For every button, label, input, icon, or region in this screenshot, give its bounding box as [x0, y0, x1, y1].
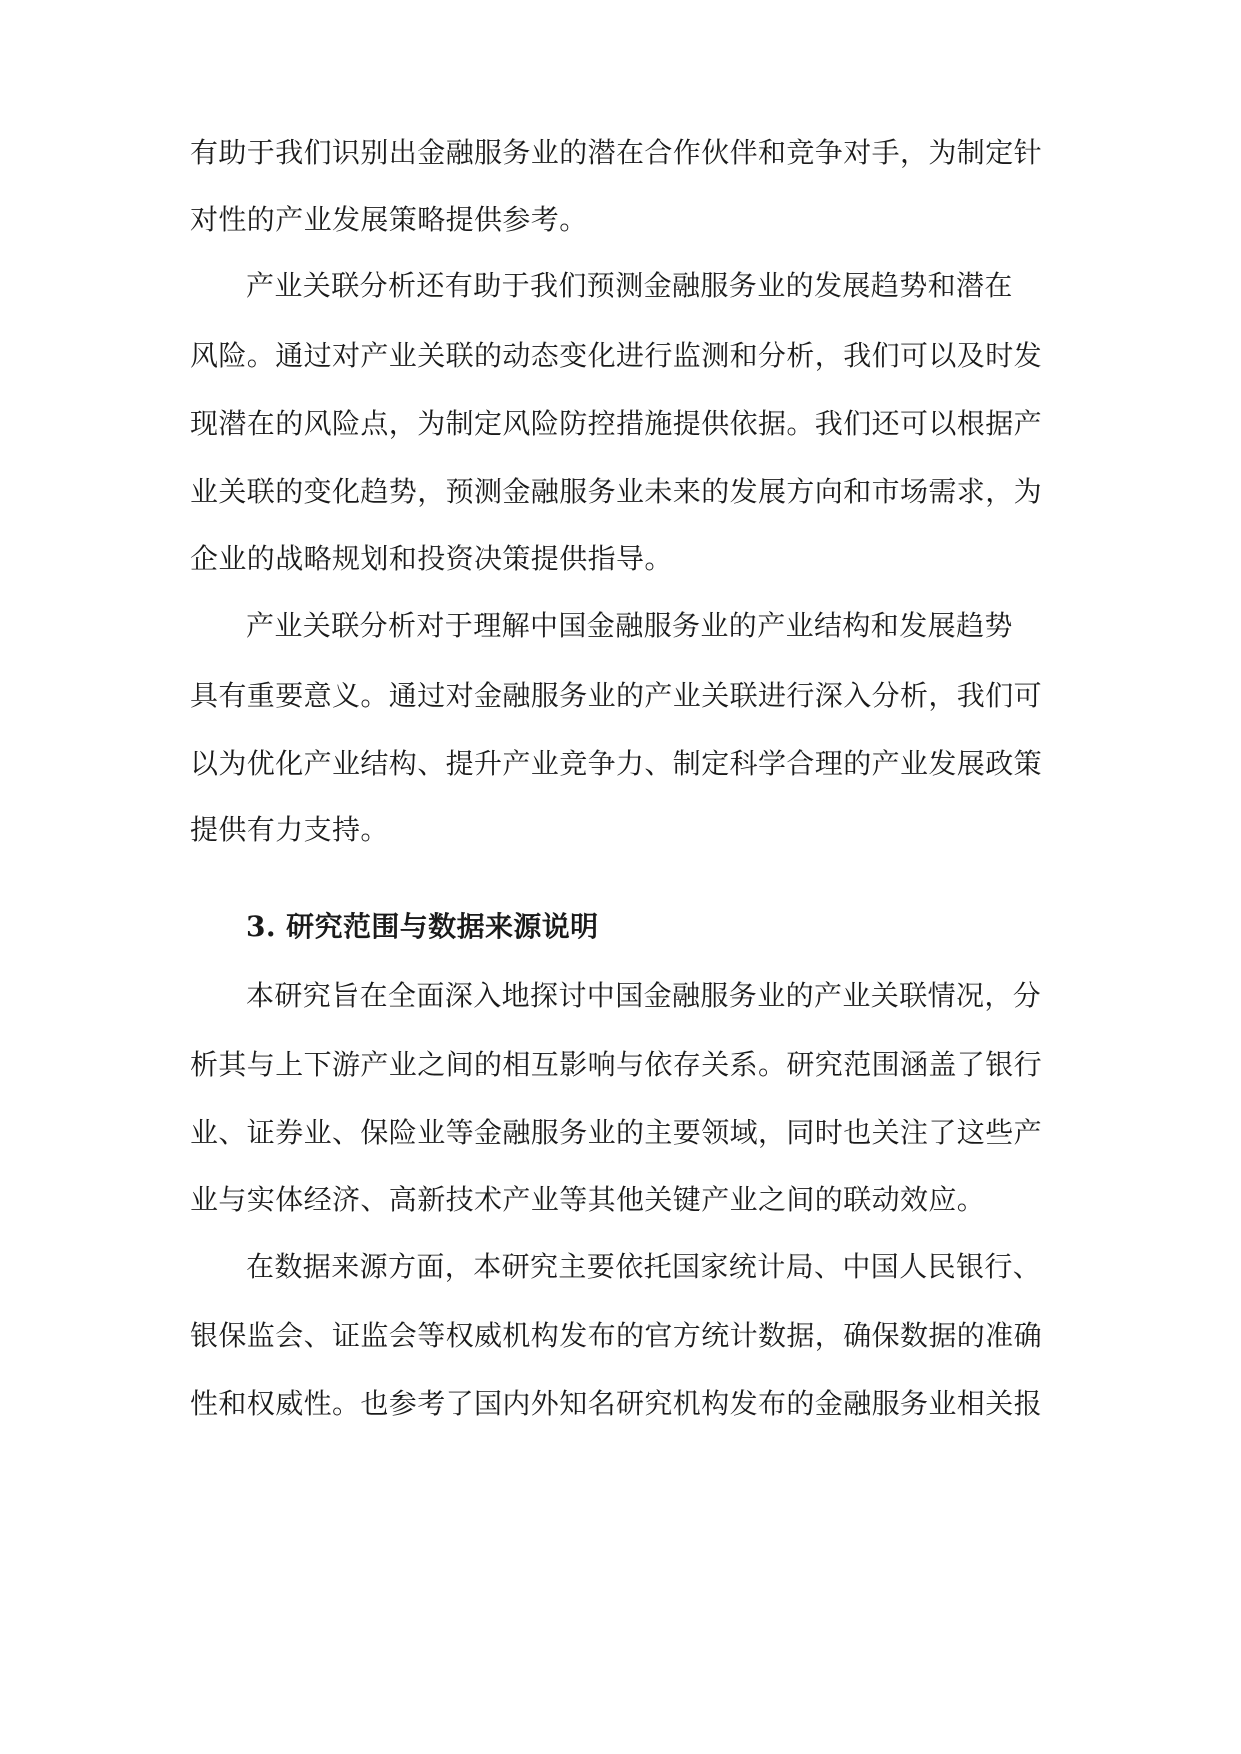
paragraph-line: 银保监会、证监会等权威机构发布的官方统计数据，确保数据的准确 — [190, 1319, 1043, 1352]
paragraph-line: 业、证券业、保险业等金融服务业的主要领域，同时也关注了这些产 — [190, 1116, 1043, 1149]
paragraph-line: 风险。通过对产业关联的动态变化进行监测和分析，我们可以及时发 — [190, 339, 1043, 372]
paragraph-line: 企业的战略规划和投资决策提供指导。 — [190, 542, 673, 575]
paragraph-line: 现潜在的风险点，为制定风险防控措施提供依据。我们还可以根据产 — [190, 407, 1043, 440]
paragraph-line: 具有重要意义。通过对金融服务业的产业关联进行深入分析，我们可 — [190, 679, 1043, 712]
paragraph-line: 产业关联分析还有助于我们预测金融服务业的发展趋势和潜在 — [246, 269, 1013, 302]
paragraph-line: 本研究旨在全面深入地探讨中国金融服务业的产业关联情况，分 — [246, 979, 1042, 1012]
paragraph-line: 业关联的变化趋势，预测金融服务业未来的发展方向和市场需求，为 — [190, 475, 1043, 508]
paragraph-line: 业与实体经济、高新技术产业等其他关键产业之间的联动效应。 — [190, 1183, 986, 1216]
paragraph-line: 在数据来源方面，本研究主要依托国家统计局、中国人民银行、 — [246, 1250, 1042, 1283]
paragraph-line: 对性的产业发展策略提供参考。 — [190, 203, 588, 236]
paragraph-line: 析其与上下游产业之间的相互影响与依存关系。研究范围涵盖了银行 — [190, 1048, 1043, 1081]
paragraph-line: 提供有力支持。 — [190, 813, 389, 846]
paragraph-line: 以为优化产业结构、提升产业竞争力、制定科学合理的产业发展政策 — [190, 747, 1043, 780]
section-heading: 3. 研究范围与数据来源说明 — [246, 910, 599, 943]
paragraph-line: 有助于我们识别出金融服务业的潜在合作伙伴和竞争对手，为制定针 — [190, 136, 1043, 169]
paragraph-line: 产业关联分析对于理解中国金融服务业的产业结构和发展趋势 — [246, 609, 1013, 642]
paragraph-line: 性和权威性。也参考了国内外知名研究机构发布的金融服务业相关报 — [190, 1387, 1043, 1420]
